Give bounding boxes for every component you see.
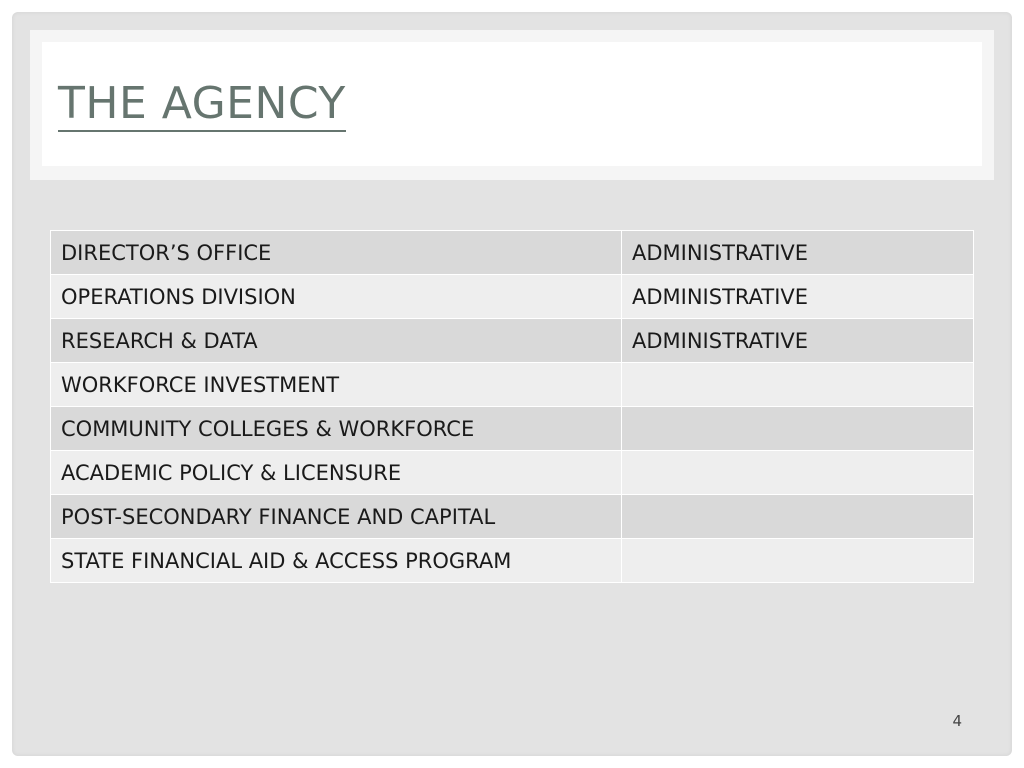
- slide: [12, 12, 1012, 756]
- title-area: [42, 42, 982, 166]
- type-cell: ADMINISTRATIVE: [622, 319, 974, 363]
- table-row: [51, 407, 974, 451]
- table-row: [51, 451, 974, 495]
- type-cell: [622, 539, 974, 583]
- table-row: [51, 275, 974, 319]
- type-cell: [622, 407, 974, 451]
- table-row: [51, 319, 974, 363]
- department-cell: COMMUNITY COLLEGES & WORKFORCE: [51, 407, 622, 451]
- department-cell: ACADEMIC POLICY & LICENSURE: [51, 451, 622, 495]
- department-cell: POST-SECONDARY FINANCE AND CAPITAL: [51, 495, 622, 539]
- table-row: [51, 363, 974, 407]
- table-row: [51, 539, 974, 583]
- type-cell: [622, 363, 974, 407]
- page-number: 4: [952, 712, 962, 730]
- department-cell: DIRECTOR’S OFFICE: [51, 231, 622, 275]
- table-row: [51, 231, 974, 275]
- slide-title: THE AGENCY: [58, 82, 346, 132]
- type-cell: [622, 451, 974, 495]
- title-band: [30, 30, 994, 180]
- type-cell: ADMINISTRATIVE: [622, 275, 974, 319]
- department-cell: OPERATIONS DIVISION: [51, 275, 622, 319]
- department-cell: WORKFORCE INVESTMENT: [51, 363, 622, 407]
- department-cell: STATE FINANCIAL AID & ACCESS PROGRAM: [51, 539, 622, 583]
- type-cell: ADMINISTRATIVE: [622, 231, 974, 275]
- agency-table: [50, 230, 974, 583]
- department-cell: RESEARCH & DATA: [51, 319, 622, 363]
- type-cell: [622, 495, 974, 539]
- table-row: [51, 495, 974, 539]
